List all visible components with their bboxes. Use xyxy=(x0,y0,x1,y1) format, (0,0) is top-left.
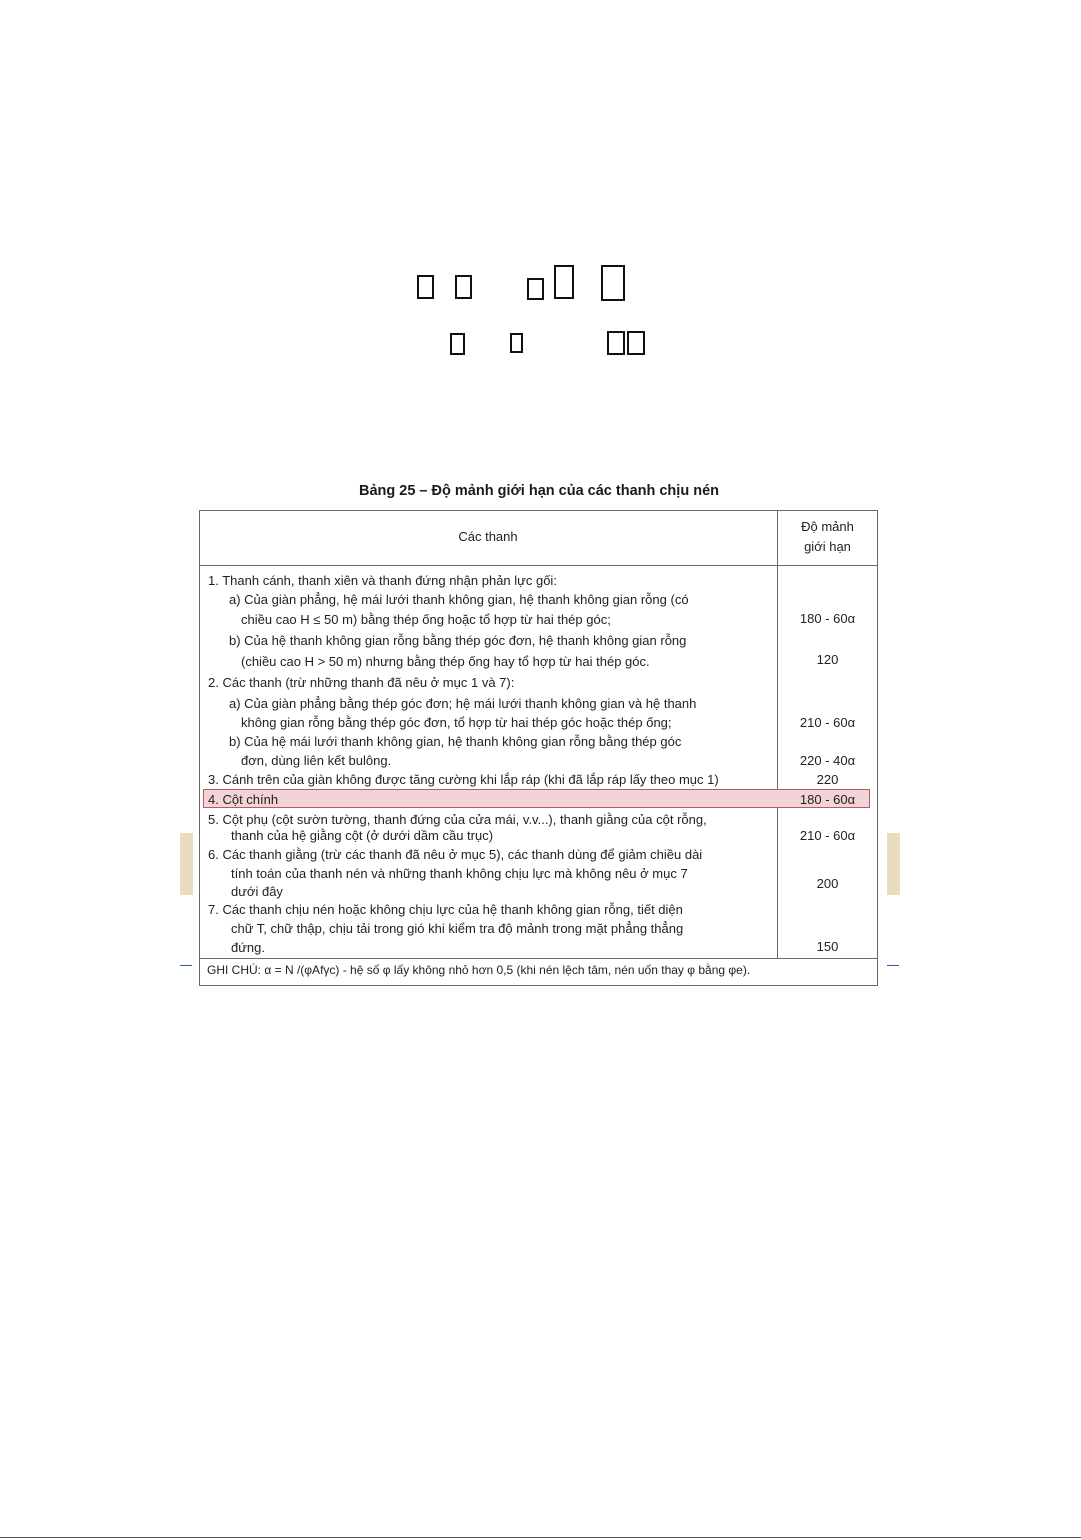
row-text: thanh của hệ giằng cột (ở dưới dầm cầu trục) xyxy=(231,828,494,843)
table-caption: Bảng 25 – Độ mảnh giới hạn của các thanh chịu nén xyxy=(359,483,719,499)
note-divider xyxy=(199,958,878,959)
highlighted-row xyxy=(203,789,870,808)
missing-glyph-box xyxy=(450,333,465,355)
row-text: b) Của hệ mái lưới thanh không gian, hệ thanh không gian rỗng bằng thép góc xyxy=(229,734,682,749)
row-text: (chiều cao H > 50 m) nhưng bằng thép ống hay tổ hợp từ hai thép góc. xyxy=(241,654,650,669)
subtitle-glyph-row xyxy=(0,325,1081,375)
row-text: 7. Các thanh chịu nén hoặc không chịu lực của hệ thanh không gian rỗng, tiết diện xyxy=(208,902,683,917)
row-text: b) Của hệ thanh không gian rỗng bằng thép góc đơn, hệ thanh không gian rỗng xyxy=(229,633,687,648)
row-text: 4. Cột chính xyxy=(208,792,279,807)
row-text: a) Của giàn phẳng, hệ mái lưới thanh không gian, hệ thanh không gian rỗng (có xyxy=(229,592,689,607)
table-note: GHI CHÚ: α = N /(φAfγc) - hệ số φ lấy không nhỏ hơn 0,5 (khi nén lệch tâm, nén uốn thay φ bằng φe). xyxy=(207,963,751,977)
missing-glyph-box xyxy=(601,265,625,301)
limit-value: 120 xyxy=(816,652,839,667)
missing-glyph-box xyxy=(455,275,472,299)
row-text: 3. Cánh trên của giàn không được tăng cường khi lắp ráp (khi đã lắp ráp lấy theo mục 1) xyxy=(208,772,719,787)
row-text: chữ T, chữ thập, chịu tải trong gió khi kiểm tra độ mảnh trong mặt phẳng thẳng xyxy=(231,921,684,936)
row-text: a) Của giàn phẳng bằng thép góc đơn; hệ mái lưới thanh không gian và hệ thanh xyxy=(229,696,697,711)
limit-value: 180 - 60α xyxy=(799,792,856,807)
limit-value: 180 - 60α xyxy=(799,611,856,626)
limit-value: 220 xyxy=(816,772,839,787)
left-dash xyxy=(180,965,192,966)
row-text: 5. Cột phụ (cột sườn tường, thanh đứng của cửa mái, v.v...), thanh giằng của cột rỗng, xyxy=(208,812,707,827)
page-bottom-rule xyxy=(0,1537,1081,1538)
limit-value: 200 xyxy=(816,876,839,891)
row-text: đơn, dùng liên kết bulông. xyxy=(241,753,392,768)
limit-value: 220 - 40α xyxy=(799,753,856,768)
missing-glyph-box xyxy=(417,275,434,299)
header-col-items: Các thanh xyxy=(458,529,518,544)
missing-glyph-box xyxy=(554,265,574,299)
left-side-tab xyxy=(180,833,193,895)
row-text: tính toán của thanh nén và những thanh không chịu lực mà không nêu ở mục 7 xyxy=(231,866,688,881)
row-text: 1. Thanh cánh, thanh xiên và thanh đứng nhận phản lực gối: xyxy=(208,573,557,588)
row-text: 6. Các thanh giằng (trừ các thanh đã nêu ở mục 5), các thanh dùng để giảm chiều dài xyxy=(208,847,703,862)
right-side-tab xyxy=(887,833,900,895)
limit-value: 150 xyxy=(816,939,839,954)
header-divider xyxy=(199,565,878,566)
missing-glyph-box xyxy=(527,278,544,300)
row-text: dưới đây xyxy=(231,884,283,899)
row-text: đứng. xyxy=(231,940,266,955)
row-text: chiều cao H ≤ 50 m) bằng thép ống hoặc tổ hợp từ hai thép góc; xyxy=(241,612,611,627)
row-text: không gian rỗng bằng thép góc đơn, tổ hợp từ hai thép góc hoặc thép ống; xyxy=(241,715,672,730)
right-dash xyxy=(887,965,899,966)
limit-value: 210 - 60α xyxy=(799,828,856,843)
missing-glyph-box xyxy=(627,331,645,355)
header-col-limit-line1: Độ mảnh xyxy=(801,519,854,534)
header-col-limit-line2: giới hạn xyxy=(804,539,851,554)
missing-glyph-box xyxy=(510,333,523,353)
missing-glyph-box xyxy=(607,331,625,355)
title-glyph-row xyxy=(0,260,1081,310)
row-text: 2. Các thanh (trừ những thanh đã nêu ở mục 1 và 7): xyxy=(208,675,515,690)
limit-value: 210 - 60α xyxy=(799,715,856,730)
